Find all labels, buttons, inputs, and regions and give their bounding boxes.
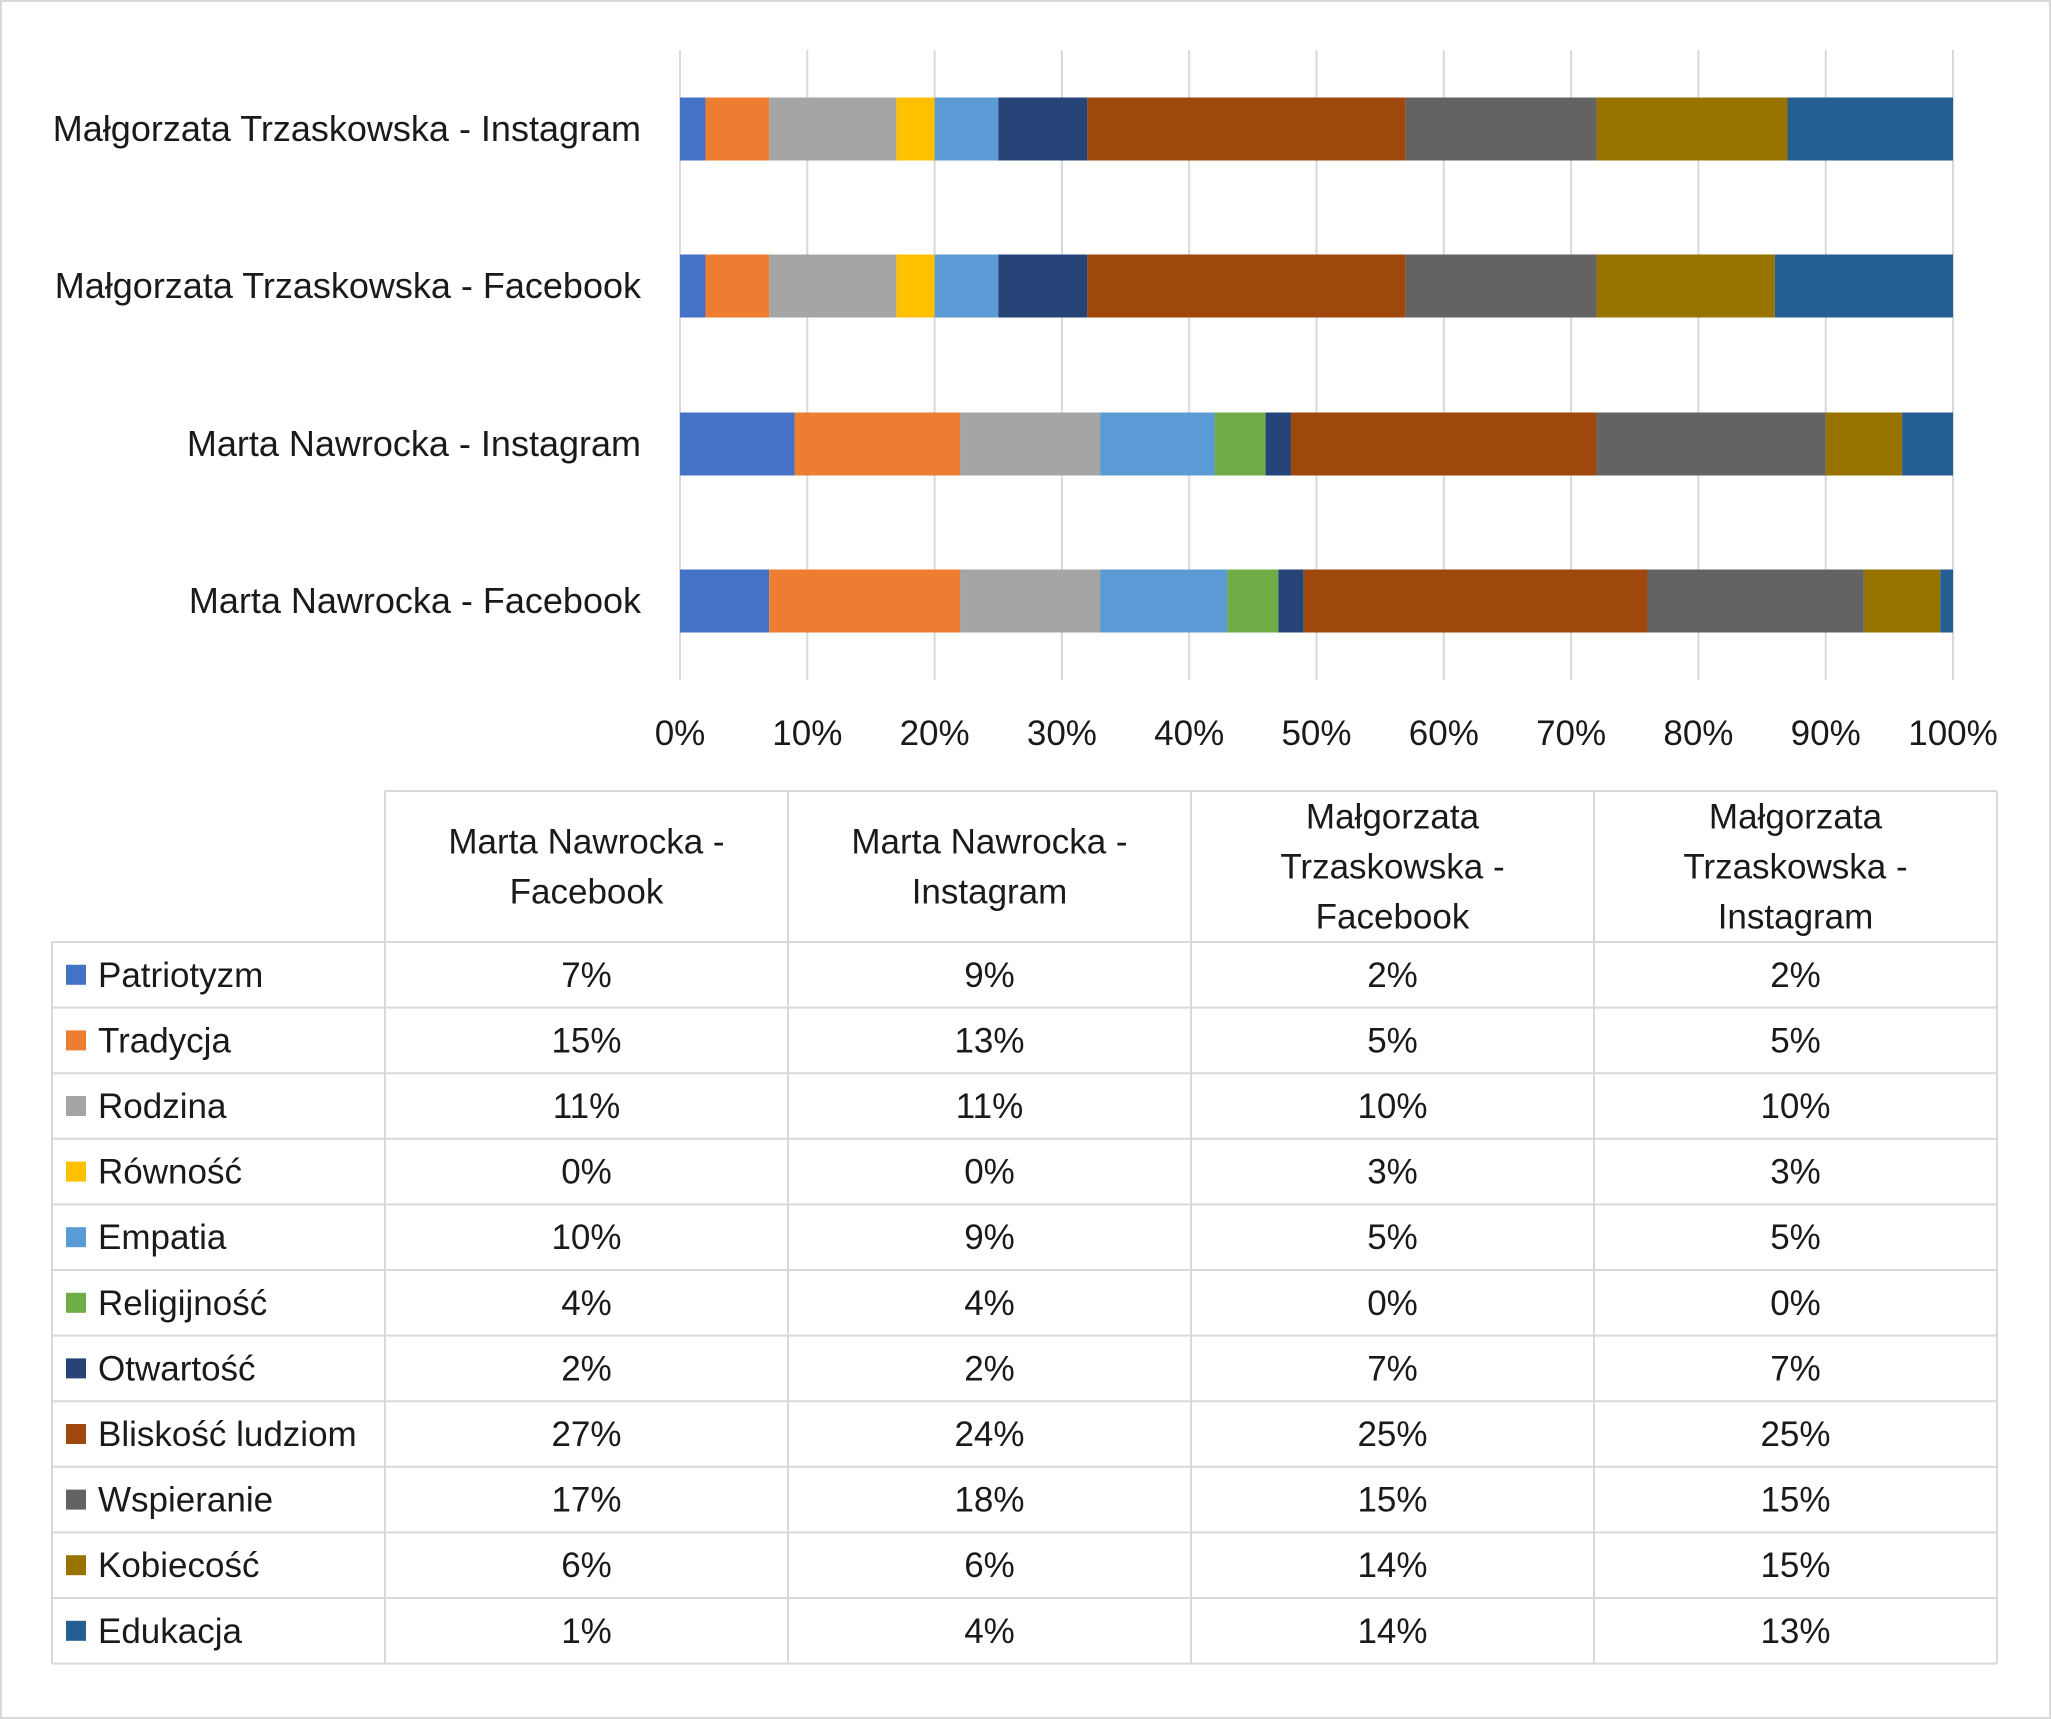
- bar-segment: [1406, 255, 1597, 318]
- table-cell: 11%: [552, 1087, 621, 1126]
- table-cell: 25%: [1760, 1415, 1831, 1454]
- bar-segment: [960, 570, 1100, 633]
- x-tick-label: 60%: [1408, 714, 1479, 753]
- legend-key: [66, 1358, 86, 1378]
- bar-segment: [1597, 413, 1826, 476]
- bar-segment: [935, 98, 999, 161]
- category-label: Małgorzata Trzaskowska - Instagram: [52, 108, 641, 149]
- table-cell: 2%: [964, 1349, 1015, 1389]
- legend-key: [66, 1293, 86, 1313]
- table-cell: 10%: [1760, 1087, 1831, 1126]
- bar-segment: [1215, 413, 1266, 476]
- table-header: Instagram: [911, 872, 1068, 912]
- table-cell: 6%: [561, 1546, 612, 1586]
- series-name: Patriotyzm: [98, 955, 264, 995]
- legend-key: [66, 1424, 86, 1444]
- table-cell: 24%: [954, 1415, 1025, 1454]
- table-cell: 4%: [964, 1611, 1015, 1651]
- series-name: Empatia: [98, 1218, 227, 1258]
- x-tick-label: 0%: [654, 714, 706, 753]
- bar-segment: [680, 570, 769, 633]
- bar-segment: [1087, 255, 1405, 318]
- table-header: Instagram: [1717, 897, 1874, 937]
- legend-key: [66, 965, 86, 985]
- bar-segment: [1304, 570, 1648, 633]
- x-tick-label: 20%: [899, 714, 970, 753]
- category-label: Marta Nawrocka - Instagram: [186, 423, 641, 464]
- bar-segment: [769, 98, 896, 161]
- x-tick-label: 90%: [1790, 714, 1861, 753]
- table-cell: 15%: [551, 1021, 622, 1061]
- table-cell: 5%: [1770, 1021, 1821, 1061]
- table-cell: 13%: [1760, 1611, 1831, 1651]
- bar-segment: [998, 255, 1087, 318]
- bar-segment: [795, 413, 960, 476]
- table-cell: 3%: [1367, 1152, 1418, 1192]
- x-tick-label: 70%: [1536, 714, 1607, 753]
- legend-key: [66, 1030, 86, 1050]
- legend-key: [66, 1621, 86, 1641]
- table-cell: 0%: [1367, 1283, 1418, 1323]
- legend-key: [66, 1555, 86, 1575]
- x-tick-label: 100%: [1908, 714, 1998, 753]
- legend-key: [66, 1096, 86, 1116]
- table-header: Małgorzata: [1708, 797, 1883, 837]
- table-cell: 13%: [954, 1021, 1025, 1061]
- bar-segment: [1788, 98, 1953, 161]
- bar-segment: [1278, 570, 1303, 633]
- table-header: Trzaskowska -: [1683, 847, 1908, 887]
- bar-segment: [998, 98, 1087, 161]
- bar-segment: [769, 255, 896, 318]
- bar-segment: [1597, 98, 1788, 161]
- series-name: Bliskość ludziom: [98, 1415, 357, 1454]
- table-cell: 10%: [551, 1218, 622, 1258]
- table-cell: 15%: [1760, 1480, 1831, 1520]
- table-cell: 7%: [1367, 1349, 1418, 1389]
- table-cell: 5%: [1367, 1218, 1418, 1258]
- bar-segment: [960, 413, 1100, 476]
- bar-segment: [1100, 570, 1227, 633]
- category-label: Małgorzata Trzaskowska - Facebook: [54, 265, 641, 306]
- bar-segment: [1940, 570, 1953, 633]
- bar-segment: [680, 255, 705, 318]
- bar-segment: [1597, 255, 1775, 318]
- bar-segment: [769, 570, 960, 633]
- table-cell: 25%: [1357, 1415, 1428, 1454]
- bar-segment: [1864, 570, 1940, 633]
- table-cell: 27%: [551, 1415, 622, 1454]
- bar-segment: [680, 413, 795, 476]
- table-cell: 2%: [561, 1349, 612, 1389]
- table-cell: 6%: [964, 1546, 1015, 1586]
- bar-segment: [705, 255, 769, 318]
- x-tick-label: 10%: [772, 714, 843, 753]
- table-header: Marta Nawrocka -: [448, 822, 725, 862]
- table-cell: 1%: [561, 1611, 612, 1651]
- bar-segment: [1087, 98, 1405, 161]
- x-tick-label: 40%: [1154, 714, 1225, 753]
- series-name: Wspieranie: [98, 1480, 274, 1520]
- legend-key: [66, 1162, 86, 1182]
- table-header: Facebook: [1315, 897, 1470, 937]
- bar-segment: [935, 255, 999, 318]
- table-cell: 5%: [1770, 1218, 1821, 1258]
- table-cell: 11%: [955, 1087, 1024, 1126]
- table-cell: 17%: [551, 1480, 622, 1520]
- bar-segment: [1227, 570, 1278, 633]
- bar-segment: [680, 98, 705, 161]
- table-cell: 0%: [964, 1152, 1015, 1192]
- table-cell: 4%: [561, 1283, 612, 1323]
- table-cell: 15%: [1760, 1546, 1831, 1586]
- x-tick-label: 30%: [1026, 714, 1097, 753]
- category-label: Marta Nawrocka - Facebook: [188, 580, 641, 621]
- table-cell: 7%: [1770, 1349, 1821, 1389]
- series-name: Rodzina: [98, 1087, 227, 1126]
- series-name: Otwartość: [98, 1349, 256, 1389]
- table-cell: 9%: [964, 955, 1015, 995]
- bar-segment: [1100, 413, 1215, 476]
- table-cell: 0%: [561, 1152, 612, 1192]
- bar-segment: [1775, 255, 1953, 318]
- table-cell: 10%: [1357, 1087, 1428, 1126]
- series-name: Tradycja: [98, 1021, 231, 1061]
- bar-segment: [1266, 413, 1291, 476]
- legend-key: [66, 1227, 86, 1247]
- bar-segment: [896, 98, 934, 161]
- series-name: Religijność: [98, 1283, 268, 1323]
- table-header: Trzaskowska -: [1280, 847, 1505, 887]
- table-cell: 3%: [1770, 1152, 1821, 1192]
- bar-segment: [1826, 413, 1902, 476]
- series-name: Równość: [98, 1152, 242, 1192]
- bar-segment: [1291, 413, 1597, 476]
- x-tick-label: 50%: [1281, 714, 1352, 753]
- table-header: Marta Nawrocka -: [851, 822, 1128, 862]
- table-cell: 14%: [1357, 1611, 1428, 1651]
- table-header: Facebook: [509, 872, 664, 912]
- table-cell: 14%: [1357, 1546, 1428, 1586]
- bar-segment: [1902, 413, 1953, 476]
- bar-segment: [1406, 98, 1597, 161]
- table-cell: 2%: [1770, 955, 1821, 995]
- table-cell: 5%: [1367, 1021, 1418, 1061]
- table-header: Małgorzata: [1305, 797, 1480, 837]
- bar-segment: [1647, 570, 1863, 633]
- x-tick-label: 80%: [1663, 714, 1734, 753]
- table-cell: 4%: [964, 1283, 1015, 1323]
- bar-segment: [705, 98, 769, 161]
- bar-segment: [896, 255, 934, 318]
- table-cell: 15%: [1357, 1480, 1428, 1520]
- table-cell: 9%: [964, 1218, 1015, 1258]
- table-cell: 7%: [561, 955, 612, 995]
- table-cell: 18%: [954, 1480, 1025, 1520]
- series-name: Kobiecość: [98, 1546, 260, 1586]
- table-cell: 2%: [1367, 955, 1418, 995]
- legend-key: [66, 1490, 86, 1510]
- table-cell: 0%: [1770, 1283, 1821, 1323]
- series-name: Edukacja: [98, 1611, 242, 1651]
